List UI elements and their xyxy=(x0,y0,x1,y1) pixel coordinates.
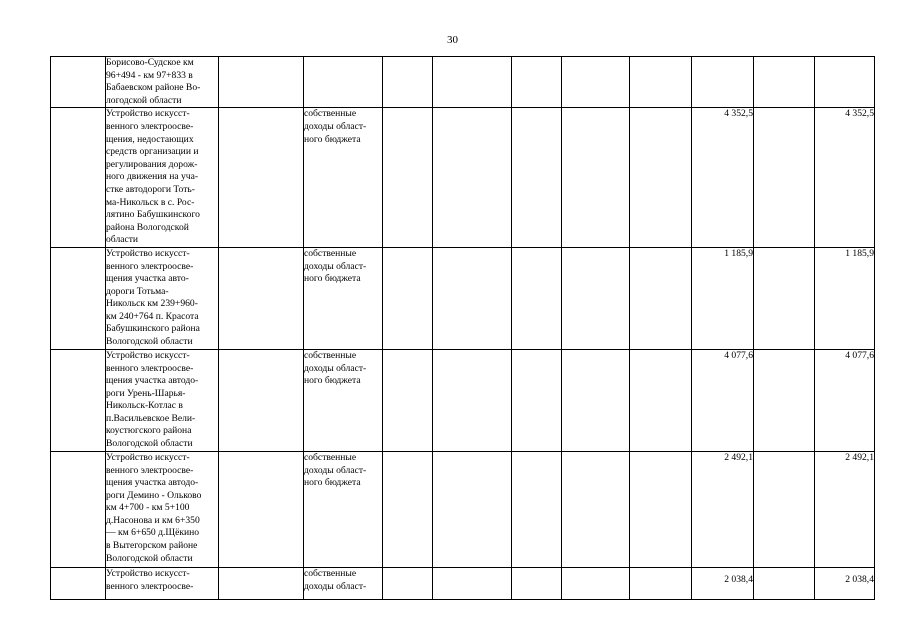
cell-empty xyxy=(512,451,562,567)
cell-funding-source xyxy=(304,247,383,349)
funding-source-line: ного бюджета xyxy=(304,375,361,387)
activity-line: д.Насонова и км 6+350 xyxy=(106,514,200,526)
activity-line: Устройство искусст- xyxy=(106,247,190,259)
cell-funding-source xyxy=(304,349,383,451)
cell-funding-source xyxy=(304,57,383,108)
table-row xyxy=(51,349,875,451)
cell-funding-source xyxy=(304,567,383,599)
cell-empty xyxy=(512,247,562,349)
cell-activity xyxy=(106,57,219,108)
activity-line: в Вытегорском районе xyxy=(106,540,198,552)
cell-activity xyxy=(106,108,219,248)
cell-empty xyxy=(219,451,304,567)
table-body xyxy=(51,57,875,600)
cell-empty xyxy=(562,349,630,451)
cell-empty xyxy=(433,247,512,349)
cell-empty xyxy=(219,349,304,451)
activity-line: Устройство искусст- xyxy=(106,349,190,361)
activity-line: стке автодороги Тоть- xyxy=(106,183,195,195)
cell-amount: 1 185,9 xyxy=(692,247,754,349)
cell-empty xyxy=(630,247,692,349)
cell-empty xyxy=(512,108,562,248)
cell-empty xyxy=(754,349,815,451)
cell-empty xyxy=(51,349,106,451)
cell-empty xyxy=(433,567,512,599)
activity-line: Борисово-Судское км xyxy=(106,57,194,68)
funding-source-line: доходы област- xyxy=(304,464,367,476)
activity-line: Вологодской области xyxy=(106,552,193,564)
cell-total: 2 038,4 xyxy=(815,567,875,599)
cell-empty xyxy=(562,57,630,108)
budget-table xyxy=(50,56,875,600)
funding-source-line: собственные xyxy=(304,567,357,579)
cell-empty xyxy=(51,451,106,567)
cell-empty xyxy=(754,247,815,349)
activity-line: Вологодской области xyxy=(106,336,193,348)
cell-empty xyxy=(433,57,512,108)
cell-empty xyxy=(383,349,433,451)
cell-empty xyxy=(630,108,692,248)
cell-activity xyxy=(106,349,219,451)
activity-line: района Вологодской xyxy=(106,221,189,233)
activity-line: щения участка автодо- xyxy=(106,477,199,489)
activity-line: венного электроосве- xyxy=(106,464,194,476)
cell-amount: 4 352,5 xyxy=(692,108,754,248)
funding-source-line: доходы област- xyxy=(304,362,367,374)
cell-empty xyxy=(512,57,562,108)
activity-line: Устройство искусст- xyxy=(106,108,190,120)
funding-source-line: ного бюджета xyxy=(304,477,361,489)
funding-source-line: собственные xyxy=(304,349,357,361)
table-row xyxy=(51,451,875,567)
funding-source-line: ного бюджета xyxy=(304,133,361,145)
cell-empty xyxy=(219,567,304,599)
activity-line: венного электроосве- xyxy=(106,260,194,272)
activity-line: Устройство искусст- xyxy=(106,567,190,579)
cell-empty xyxy=(383,247,433,349)
activity-line: Бабаевском районе Во- xyxy=(106,82,201,94)
funding-source-line: ного бюджета xyxy=(304,273,361,285)
activity-line: средств организации и xyxy=(106,146,199,158)
cell-empty xyxy=(433,108,512,248)
cell-total xyxy=(815,57,875,108)
cell-empty xyxy=(383,567,433,599)
cell-total: 4 077,6 xyxy=(815,349,875,451)
cell-activity xyxy=(106,247,219,349)
cell-funding-source xyxy=(304,108,383,248)
activity-line: щения участка автодо- xyxy=(106,375,199,387)
activity-line: регулирования дорож- xyxy=(106,158,198,170)
activity-line: Устройство искусст- xyxy=(106,451,190,463)
cell-total: 4 352,5 xyxy=(815,108,875,248)
activity-line: 96+494 - км 97+833 в xyxy=(106,69,193,81)
activity-line: области xyxy=(106,234,139,246)
cell-empty xyxy=(51,108,106,248)
cell-amount: 2 038,4 xyxy=(692,567,754,599)
activity-line: Никольск-Котлас в xyxy=(106,400,183,412)
activity-line: лятино Бабушкинского xyxy=(106,209,200,221)
cell-total: 2 492,1 xyxy=(815,451,875,567)
activity-line: венного электроосве- xyxy=(106,120,194,132)
activity-line: п.Васильевское Вели- xyxy=(106,412,196,424)
cell-amount: 2 492,1 xyxy=(692,451,754,567)
cell-empty xyxy=(383,108,433,248)
activity-line: ма-Никольск в с. Рос- xyxy=(106,196,195,208)
cell-empty xyxy=(754,108,815,248)
cell-empty xyxy=(630,57,692,108)
page-number: 30 xyxy=(447,34,458,46)
cell-empty xyxy=(433,349,512,451)
activity-line: коустюгского района xyxy=(106,425,192,437)
cell-empty xyxy=(754,567,815,599)
funding-source-line: собственные xyxy=(304,247,357,259)
funding-source-line: собственные xyxy=(304,108,357,120)
cell-empty xyxy=(754,451,815,567)
cell-empty xyxy=(219,247,304,349)
cell-amount xyxy=(692,57,754,108)
activity-line: роги Демино - Ольково xyxy=(106,489,202,501)
activity-line: Вологодской области xyxy=(106,438,193,450)
activity-line: щения участка авто- xyxy=(106,273,189,285)
cell-empty xyxy=(562,247,630,349)
activity-line: км 240+764 п. Красота xyxy=(106,310,199,322)
cell-empty xyxy=(630,451,692,567)
table-row xyxy=(51,57,875,108)
cell-empty xyxy=(630,567,692,599)
funding-source-line: собственные xyxy=(304,451,357,463)
cell-funding-source xyxy=(304,451,383,567)
cell-total: 1 185,9 xyxy=(815,247,875,349)
cell-empty xyxy=(219,108,304,248)
cell-activity xyxy=(106,567,219,599)
table-row xyxy=(51,108,875,248)
activity-line: роги Урень-Шарья- xyxy=(106,387,186,399)
funding-source-line: доходы област- xyxy=(304,120,367,132)
activity-line: ного движения на уча- xyxy=(106,171,199,183)
cell-empty xyxy=(512,349,562,451)
cell-empty xyxy=(630,349,692,451)
cell-empty xyxy=(754,57,815,108)
activity-line: венного электроосве- xyxy=(106,362,194,374)
cell-empty xyxy=(51,567,106,599)
table-row xyxy=(51,567,875,599)
cell-activity xyxy=(106,451,219,567)
activity-line: Никольск км 239+960- xyxy=(106,298,198,310)
cell-empty xyxy=(433,451,512,567)
cell-empty xyxy=(51,247,106,349)
activity-line: логодской области xyxy=(106,94,182,106)
funding-source-line: доходы област- xyxy=(304,580,367,592)
table-row xyxy=(51,247,875,349)
funding-source-line: доходы област- xyxy=(304,260,367,272)
activity-line: венного электроосве- xyxy=(106,580,194,592)
cell-amount: 4 077,6 xyxy=(692,349,754,451)
activity-line: Бабушкинского района xyxy=(106,323,200,335)
activity-line: — км 6+650 д.Щёкино xyxy=(106,527,200,539)
cell-empty xyxy=(383,451,433,567)
activity-line: дороги Тотьма- xyxy=(106,285,169,297)
cell-empty xyxy=(51,57,106,108)
cell-empty xyxy=(512,567,562,599)
activity-line: км 4+700 - км 5+100 xyxy=(106,502,190,514)
cell-empty xyxy=(562,567,630,599)
activity-line: щения, недостающих xyxy=(106,133,194,145)
cell-empty xyxy=(219,57,304,108)
cell-empty xyxy=(383,57,433,108)
cell-empty xyxy=(562,108,630,248)
cell-empty xyxy=(562,451,630,567)
